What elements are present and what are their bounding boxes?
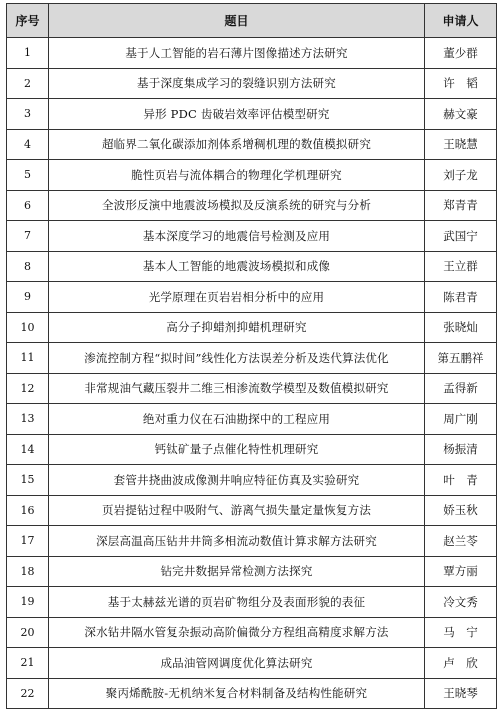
table-row xyxy=(7,282,497,313)
row-number: 9 xyxy=(7,282,49,313)
row-applicant: 娇玉秋 xyxy=(425,495,497,526)
row-title: 高分子抑蜡剂抑蜡机理研究 xyxy=(49,312,425,343)
row-title: 钻完井数据异常检测方法探究 xyxy=(49,556,425,587)
row-number: 11 xyxy=(7,343,49,374)
row-applicant: 覃方丽 xyxy=(425,556,497,587)
project-table xyxy=(6,3,497,709)
row-title: 页岩提钻过程中吸附气、游离气损失量定量恢复方法 xyxy=(49,495,425,526)
row-applicant: 卢 欣 xyxy=(425,648,497,679)
row-title: 套管井挠曲波成像测井响应特征仿真及实验研究 xyxy=(49,465,425,496)
row-number: 15 xyxy=(7,465,49,496)
row-title: 光学原理在页岩岩相分析中的应用 xyxy=(49,282,425,313)
header-no: 序号 xyxy=(7,4,49,38)
row-applicant: 冷文秀 xyxy=(425,587,497,618)
row-number: 14 xyxy=(7,434,49,465)
table-row xyxy=(7,648,497,679)
row-applicant: 王晓慧 xyxy=(425,129,497,160)
row-number: 21 xyxy=(7,648,49,679)
row-title: 异形 PDC 齿破岩效率评估模型研究 xyxy=(49,99,425,130)
row-number: 13 xyxy=(7,404,49,435)
row-title: 深水钻井隔水管复杂振动高阶偏微分方程组高精度求解方法 xyxy=(49,617,425,648)
row-number: 19 xyxy=(7,587,49,618)
row-title: 渗流控制方程“拟时间”线性化方法误差分析及迭代算法优化 xyxy=(49,343,425,374)
table-row xyxy=(7,556,497,587)
row-number: 10 xyxy=(7,312,49,343)
row-number: 20 xyxy=(7,617,49,648)
row-title: 基于太赫兹光谱的页岩矿物组分及表面形貌的表征 xyxy=(49,587,425,618)
row-title: 全波形反演中地震波场模拟及反演系统的研究与分析 xyxy=(49,190,425,221)
table-row xyxy=(7,678,497,709)
table-row xyxy=(7,251,497,282)
row-title: 基于人工智能的岩石薄片图像描述方法研究 xyxy=(49,38,425,69)
row-title: 基本人工智能的地震波场模拟和成像 xyxy=(49,251,425,282)
table-row xyxy=(7,373,497,404)
row-number: 7 xyxy=(7,221,49,252)
row-title: 绝对重力仪在石油勘探中的工程应用 xyxy=(49,404,425,435)
row-title: 聚丙烯酰胺-无机纳米复合材料制备及结构性能研究 xyxy=(49,678,425,709)
table-row xyxy=(7,38,497,69)
row-number: 4 xyxy=(7,129,49,160)
row-title: 脆性页岩与流体耦合的物理化学机理研究 xyxy=(49,160,425,191)
table-row xyxy=(7,465,497,496)
row-applicant: 张晓灿 xyxy=(425,312,497,343)
row-number: 1 xyxy=(7,38,49,69)
header-title: 题目 xyxy=(49,4,425,38)
row-applicant: 王晓琴 xyxy=(425,678,497,709)
row-applicant: 陈君青 xyxy=(425,282,497,313)
row-number: 3 xyxy=(7,99,49,130)
table-row xyxy=(7,99,497,130)
table-row xyxy=(7,160,497,191)
row-title: 超临界二氧化碳添加剂体系增稠机理的数值模拟研究 xyxy=(49,129,425,160)
row-number: 2 xyxy=(7,68,49,99)
row-applicant: 第五鹏祥 xyxy=(425,343,497,374)
table-row xyxy=(7,526,497,557)
table-row xyxy=(7,587,497,618)
row-applicant: 赵兰苓 xyxy=(425,526,497,557)
row-applicant: 武国宁 xyxy=(425,221,497,252)
row-title: 成品油管网调度优化算法研究 xyxy=(49,648,425,679)
row-applicant: 王立群 xyxy=(425,251,497,282)
row-title: 非常规油气藏压裂井二维三相渗流数学模型及数值模拟研究 xyxy=(49,373,425,404)
row-number: 22 xyxy=(7,678,49,709)
table-row xyxy=(7,68,497,99)
row-applicant: 孟得新 xyxy=(425,373,497,404)
row-title: 钙钛矿量子点催化特性机理研究 xyxy=(49,434,425,465)
row-applicant: 马 宁 xyxy=(425,617,497,648)
table-row xyxy=(7,343,497,374)
row-title: 深层高温高压钻井井筒多相流动数值计算求解方法研究 xyxy=(49,526,425,557)
table-row xyxy=(7,434,497,465)
header-applicant: 申请人 xyxy=(425,4,497,38)
row-number: 8 xyxy=(7,251,49,282)
row-number: 5 xyxy=(7,160,49,191)
table-row xyxy=(7,129,497,160)
row-title: 基于深度集成学习的裂缝识别方法研究 xyxy=(49,68,425,99)
row-applicant: 刘子龙 xyxy=(425,160,497,191)
table-row xyxy=(7,221,497,252)
table-row xyxy=(7,495,497,526)
row-number: 16 xyxy=(7,495,49,526)
row-applicant: 郑青青 xyxy=(425,190,497,221)
table-row xyxy=(7,312,497,343)
row-number: 12 xyxy=(7,373,49,404)
row-number: 18 xyxy=(7,556,49,587)
row-number: 6 xyxy=(7,190,49,221)
row-applicant: 杨振清 xyxy=(425,434,497,465)
table-row xyxy=(7,404,497,435)
row-applicant: 周广刚 xyxy=(425,404,497,435)
table-header-row xyxy=(7,4,497,38)
table-row xyxy=(7,190,497,221)
row-number: 17 xyxy=(7,526,49,557)
row-title: 基本深度学习的地震信号检测及应用 xyxy=(49,221,425,252)
row-applicant: 董少群 xyxy=(425,38,497,69)
row-applicant: 赫文豪 xyxy=(425,99,497,130)
table-row xyxy=(7,617,497,648)
row-applicant: 叶 青 xyxy=(425,465,497,496)
row-applicant: 许 韬 xyxy=(425,68,497,99)
